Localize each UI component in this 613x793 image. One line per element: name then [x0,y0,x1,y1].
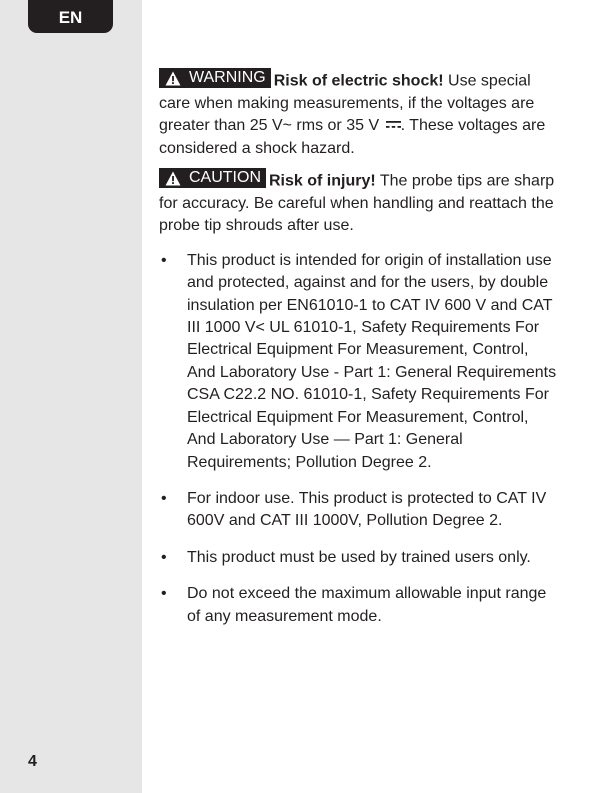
side-strip [0,0,142,793]
warning-triangle-icon [165,71,181,86]
page-number: 4 [28,753,37,770]
caution-badge-label: CAUTION [189,169,261,187]
caution-paragraph [159,168,559,238]
list-item-text: For indoor use. This product is protected to CAT IV 600V and CAT III 1000V, Pollution Degree 2. [187,489,547,530]
safety-bullet-list [159,250,559,628]
warning-heading: Risk of electric shock! [273,72,444,90]
warning-text-part2: . These voltages are considered a shock hazard. [159,117,546,157]
caution-heading: Risk of injury! [269,172,376,190]
list-item [159,547,559,569]
warning-paragraph [159,68,559,160]
warning-text-part1: Use special care when making measurements, if the voltages are greater than 25 V~ rms or 35 V [159,72,535,135]
dc-voltage-symbol-icon [386,121,401,129]
list-item [159,488,559,533]
bullet-marker: • [161,251,167,269]
caution-text: The probe tips are sharp for accuracy. Be careful when handling and reattach the probe tip shrouds after use. [159,172,555,235]
bullet-marker: • [161,548,167,566]
warning-badge-label: WARNING [189,69,266,86]
safety-content [159,68,559,642]
bullet-marker: • [161,585,167,603]
list-item-text: This product is intended for origin of installation use and protected, against and for the users, by double insulation per EN61010-1 to CAT IV 600 V and CAT III 1000 V< UL 61010-1, Safety Requirements For Electrical Equipment For Measurement, Control, And Laboratory Use - Part 1: General Requirements CSA C22.2 NO. 61010-1, Safety Requirements For Electrical Equipment For Measurement, Control, And Laboratory Use — Part 1: General Requirements; Pollution Degree 2. [187,251,557,471]
list-item-text: Do not exceed the maximum allowable input range of any measurement mode. [187,585,547,625]
warning-triangle-icon [165,171,181,186]
bullet-marker: • [161,489,167,507]
list-item [159,583,559,628]
warning-badge [159,68,271,88]
list-item [159,250,559,474]
language-tab: EN [28,0,113,33]
list-item-text: This product must be used by trained users only. [187,548,531,566]
caution-badge [159,168,266,188]
